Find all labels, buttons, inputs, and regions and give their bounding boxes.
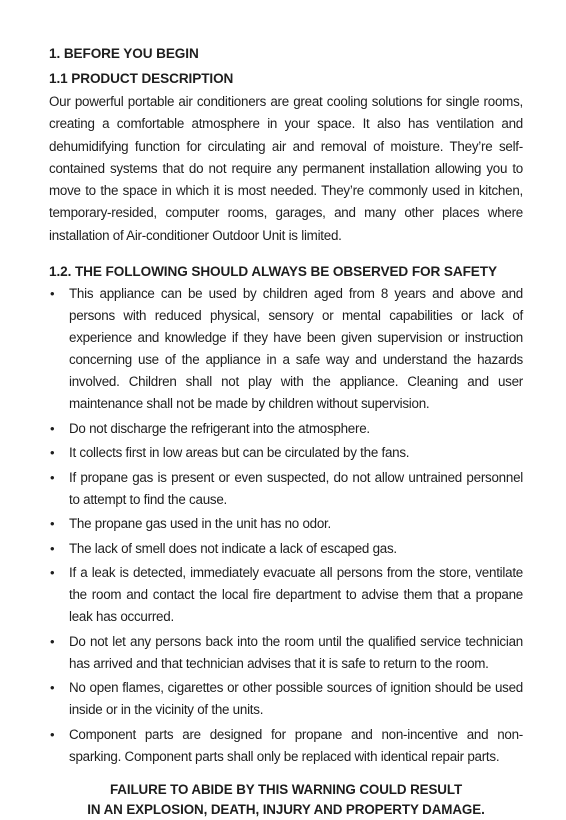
list-item (49, 283, 523, 415)
section-heading-safety: 1.2. THE FOLLOWING SHOULD ALWAYS BE OBSERVED FOR SAFETY (49, 264, 497, 280)
bullet-icon: • (50, 445, 55, 461)
section-heading-before-you-begin: 1. BEFORE YOU BEGIN (49, 46, 199, 61)
list-item (49, 442, 523, 464)
list-item-text: No open flames, cigarettes or other possible sources of ignition should be used inside or in the vicinity of the units. (69, 680, 523, 718)
bullet-icon: • (50, 420, 55, 436)
bullet-icon: • (50, 565, 55, 581)
list-item-text: If a leak is detected, immediately evacuate all persons from the store, ventilate the room and contact the local fire department to advise them that a propane leak has occurred. (69, 565, 523, 625)
bullet-icon: • (50, 540, 55, 556)
list-item-text: If propane gas is present or even suspected, do not allow untrained personnel to attempt to find the cause. (69, 469, 523, 507)
list-item (49, 677, 523, 721)
bullet-icon: • (50, 516, 55, 532)
section-heading-product-description: 1.1 PRODUCT DESCRIPTION (49, 71, 234, 86)
list-item (49, 631, 523, 675)
list-item-text: This appliance can be used by children aged from 8 years and above and persons with reduced physical, sensory or mental capabilities or lack of experience and knowledge if they have been given supervision or instruction concerning use of the appliance in a safe way and understand the hazards involved. Children shall not play with the appliance. Cleaning and user maintenance shall not be made by children without supervision. (69, 286, 523, 412)
bullet-icon: • (50, 633, 55, 649)
warning-line-2: IN AN EXPLOSION, DEATH, INJURY AND PROPERTY DAMAGE. (87, 801, 485, 817)
list-item (49, 724, 523, 768)
list-item-text: The propane gas used in the unit has no odor. (69, 516, 331, 532)
list-item (49, 418, 523, 440)
bullet-icon: • (50, 286, 55, 302)
list-item (49, 467, 523, 511)
list-item-text: It collects first in low areas but can be circulated by the fans. (69, 445, 410, 461)
safety-bullet-list (49, 283, 523, 768)
bullet-icon: • (50, 680, 55, 696)
warning-line-1: FAILURE TO ABIDE BY THIS WARNING COULD RESULT (109, 781, 463, 797)
document-page (49, 44, 523, 820)
list-item-text: Do not let any persons back into the room until the qualified service technician has arrived and that technician advises that it is safe to return to the room. (69, 633, 523, 671)
product-description-paragraph: Our powerful portable air conditioners are great cooling solutions for single rooms, creating a comfortable atmosphere in your space. It also has ventilation and dehumidifying function for circulating air and removal of moisture. They’re self-contained systems that do not require any permanent installation allowing you to move to the space in which it is most needed. They’re commonly used in kitchen, temporary-resided, computer rooms, garages, and many other places where installation of Air-conditioner Outdoor Unit is limited. (49, 94, 523, 243)
list-item (49, 538, 523, 560)
list-item-text: Component parts are designed for propane and non-incentive and non-sparking. Component parts shall only be replaced with identical repair parts. (69, 726, 523, 764)
bullet-icon: • (50, 726, 55, 742)
list-item-text: Do not discharge the refrigerant into the atmosphere. (69, 420, 370, 436)
bullet-icon: • (50, 469, 55, 485)
list-item (49, 562, 523, 628)
list-item (49, 513, 523, 535)
list-item-text: The lack of smell does not indicate a lack of escaped gas. (69, 540, 397, 556)
